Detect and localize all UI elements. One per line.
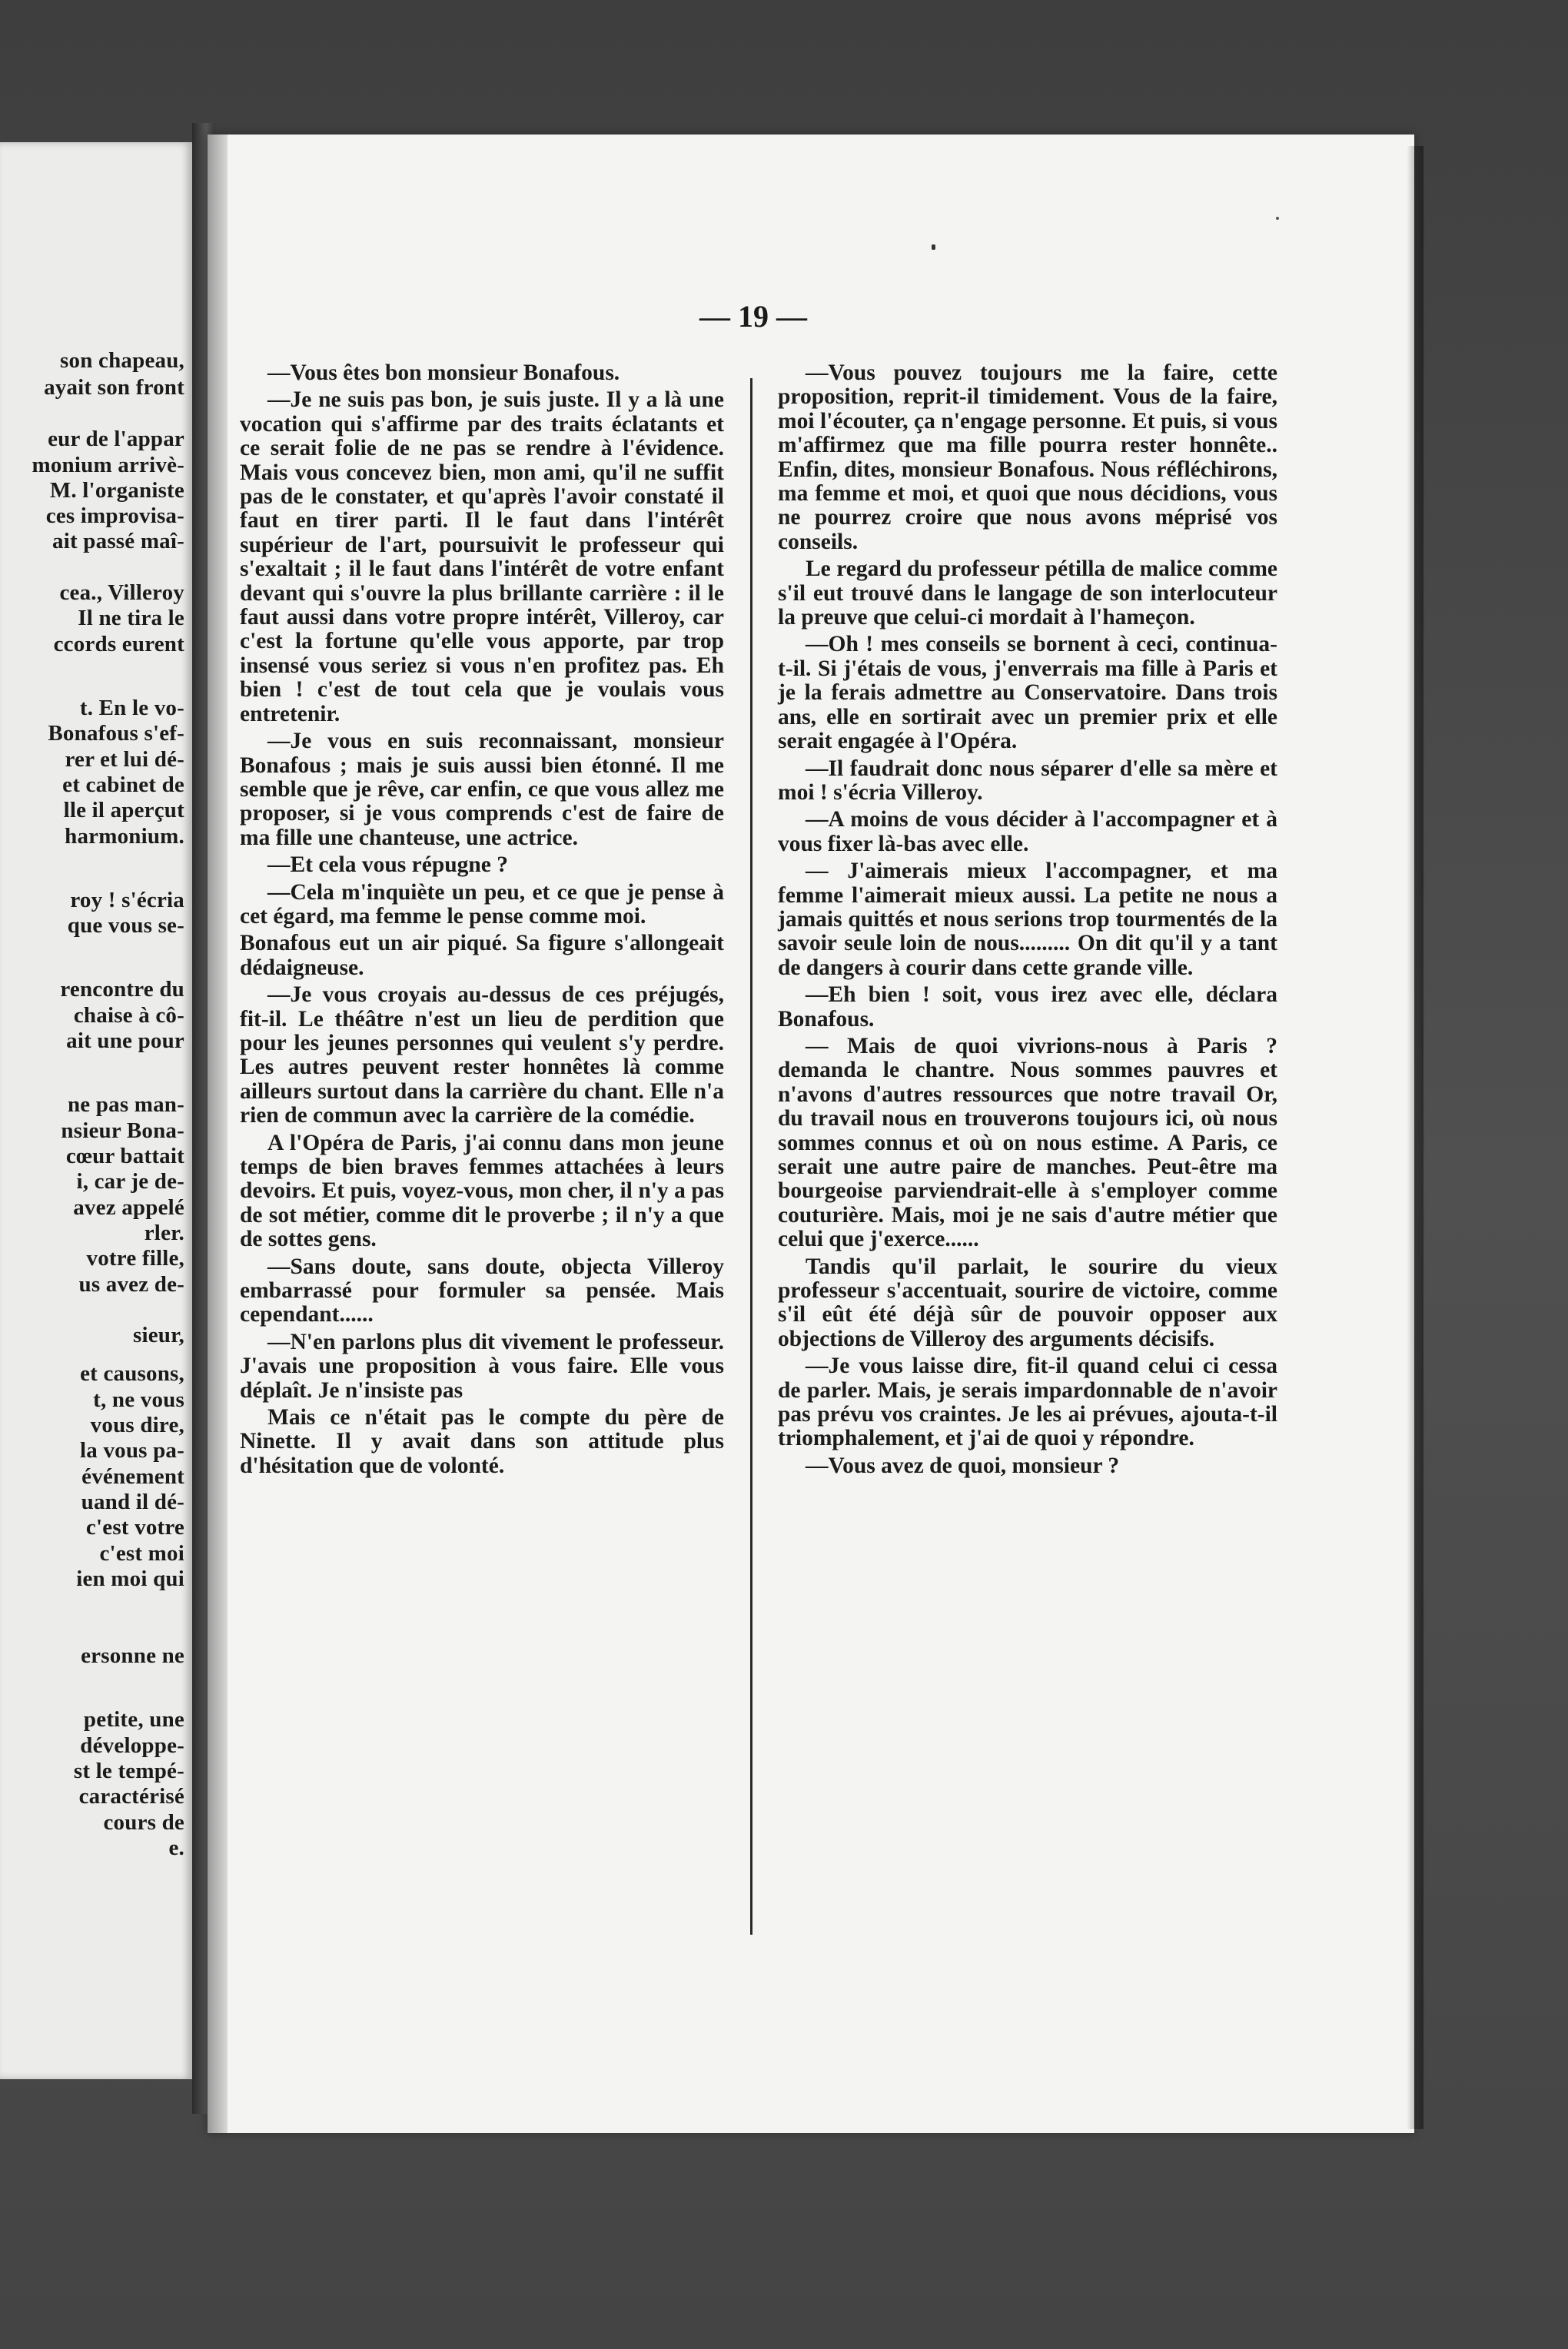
left-page-line: petite, une (83, 1707, 184, 1732)
left-page-line: sieur, (132, 1323, 184, 1347)
left-page-line: événement (81, 1464, 184, 1489)
left-page-line: rer et lui dé- (65, 747, 184, 772)
paragraph: —A moins de vous décider à l'accompagner et à vous fixer là-bas avec elle. (778, 807, 1277, 856)
paragraph: —Je vous en suis reconnaissant, monsieur Bonafous ; mais je suis aussi bien étonné. Il me semble que je rêve, car enfin, ce que vous allez me proposer, si je vous comprends c'est de faire de ma fille une chanteuse, une actrice. (240, 729, 724, 850)
left-page-line: nsieur Bona- (61, 1118, 184, 1143)
left-page-line: vous dire, (90, 1413, 184, 1437)
paragraph: —Vous êtes bon monsieur Bonafous. (267, 360, 620, 385)
left-page-line: ait une pour (66, 1028, 184, 1053)
dust-speck (1276, 217, 1279, 220)
left-page-line: et cabinet de (62, 772, 184, 797)
left-page-line: roy ! s'écria (70, 888, 184, 912)
left-page-line: votre fille, (86, 1246, 184, 1271)
left-page-line: cœur battait (65, 1144, 184, 1168)
column-divider (750, 378, 752, 1935)
left-page-line: st le tempé- (73, 1759, 184, 1783)
paragraph: —Cela m'inquiète un peu, et ce que je pense à cet égard, ma femme le pense comme moi. (240, 879, 724, 929)
page-number: — 19 — (699, 299, 807, 334)
left-page-line: chaise à cô- (73, 1003, 184, 1028)
paragraph: — J'aimerais mieux l'accompagner, et ma femme l'aimerait mieux aussi. La petite ne nous a jamais quittés et nous serions trop tourmentés de la savoir seule loin de nous......... On dit qu'il y a tant de dangers à courir dans cette grande ville. (778, 859, 1277, 980)
paragraph: —Oh ! mes conseils se bornent à ceci, continua-t-il. Si j'étais de vous, j'enverrais ma fille à Paris et je la ferais admettre au Conservatoire. Dans trois ans, elle en sortirait avec un premier prix et elle serait engagée à l'Opéra. (778, 632, 1277, 754)
paragraph: Mais ce n'était pas le compte du père de Ninette. Il y avait dans son attitude plus d'hésitation que de volonté. (240, 1405, 724, 1478)
left-page-line: c'est moi (99, 1541, 184, 1566)
left-page-line: t. En le vo- (79, 696, 184, 720)
paragraph: —Vous pouvez toujours me la faire, cette proposition, reprit-il timidement. Vous de la faire, moi l'écouter, ça n'engage personne. Et puis, si vous m'affirmez que ma fille pourra rester honnête.. Enfin, dites, monsieur Bonafous. Nous réfléchirons, ma femme et moi, et quoi que nous décidions, vous ne pourrez croire que nous avons méprisé vos conseils. (778, 360, 1277, 554)
paragraph: —Je vous croyais au-dessus de ces préjugés, fit-il. Le théâtre n'est un lieu de perdition que pour les jeunes personnes qui veulent s'y perdre. Les autres peuvent rester honnêtes là comme ailleurs surtout dans la carrière du chant. Elle n'a rien de commun avec la carrière de la comédie. (240, 982, 724, 1128)
left-page-line: et causons, (80, 1361, 184, 1386)
paragraph: —N'en parlons plus dit vivement le professeur. J'avais une proposition à vous faire. Elle vous déplaît. Je n'insiste pas (240, 1329, 724, 1403)
previous-page-fragment (0, 142, 192, 2079)
paragraph: —Vous avez de quoi, monsieur ? (806, 1453, 1120, 1478)
left-page-line: ne pas man- (67, 1092, 184, 1117)
left-page-line: cours de (103, 1810, 184, 1835)
paragraph: —Je ne suis pas bon, je suis juste. Il y a là une vocation qui s'affirme par des traits éclatants et ce serait folie de ne pas se rendre à l'évidence. Mais vous concevez bien, mon ami, qu'il ne suffit pas de le constater, et qu'après l'avoir constaté il faut en tirer parti. Il le faut dans l'intérêt supérieur de l'art, poursuivit le professeur qui s'exaltait ; il le faut dans l'intérêt de votre enfant devant qui s'ouvre la plus brillante carrière : il le faut aussi dans votre propre intérêt, Villeroy, car c'est la fortune qu'elle vous apporte, par trop insensé vous seriez si vous n'en profitez pas. Eh bien ! c'est de tout cela que je voulais vous entretenir. (240, 387, 724, 726)
left-page-line: caractérisé (78, 1784, 184, 1809)
left-page-line: ersonne ne (81, 1643, 184, 1668)
left-page-line: ien moi qui (76, 1567, 184, 1591)
paragraph: Tandis qu'il parlait, le sourire du vieux professeur s'accentuait, sourire de victoire, comme s'il eût été déjà sûr de pouvoir opposer aux objections de Villeroy des arguments décisifs. (778, 1254, 1277, 1351)
paragraph: Bonafous eut un air piqué. Sa figure s'allongeait dédaigneuse. (240, 931, 724, 980)
left-page-line: eur de l'appar (48, 427, 184, 451)
left-page-line: c'est votre (85, 1515, 184, 1540)
left-page-line: développe- (80, 1733, 184, 1758)
text-column-left (240, 361, 724, 1481)
page-right-shadow (1407, 146, 1423, 2129)
text-column-right (778, 361, 1277, 1481)
left-page-line: Il ne tira le (78, 606, 184, 630)
left-page-line: M. l'organiste (49, 478, 184, 503)
left-page-line: ces improvisa- (45, 503, 184, 528)
paragraph: —Il faudrait donc nous séparer d'elle sa mère et moi ! s'écria Villeroy. (778, 756, 1277, 805)
left-page-line: lle il aperçut (63, 798, 184, 822)
left-page-line: Bonafous s'ef- (48, 721, 184, 746)
paragraph: —Je vous laisse dire, fit-il quand celui ci cessa de parler. Mais, je serais impardonnable de n'avoir pas prévu vos craintes. Je les ai prévues, ajouta-t-il triomphalement, et j'ai de quoi y répondre. (778, 1354, 1277, 1451)
left-page-line: cea., Villeroy (59, 580, 184, 605)
left-page-line: ayait son front (44, 375, 184, 400)
paragraph: —Eh bien ! soit, vous irez avec elle, déclara Bonafous. (778, 982, 1277, 1032)
left-page-line: ccords eurent (53, 632, 184, 656)
left-page-line: rler. (144, 1221, 184, 1245)
left-page-line: la vous pa- (80, 1438, 184, 1463)
left-page-line: rencontre du (60, 977, 184, 1002)
left-page-line: que vous se- (67, 913, 184, 938)
paragraph: —Sans doute, sans doute, objecta Villeroy embarrassé pour formuler sa pensée. Mais cependant...... (240, 1254, 724, 1327)
left-page-line: t, ne vous (93, 1387, 184, 1412)
dust-speck (932, 244, 935, 250)
paragraph: — Mais de quoi vivrions-nous à Paris ? demanda le chantre. Nous sommes pauvres et n'avons d'autres ressources que notre travail Or, du travail nous en trouverons toujours ici, où nous sommes connus et où on nous estime. A Paris, ce serait une autre paire de manches. Peut-être ma bourgeoise parviendrait-elle à s'employer comme couturière. Mais, moi je ne sais d'autre métier que celui que j'exerce...... (778, 1033, 1277, 1252)
left-page-line: harmonium. (65, 824, 184, 849)
left-page-line: ait passé maî- (52, 529, 184, 553)
paragraph: —Et cela vous répugne ? (267, 852, 509, 878)
paragraph: A l'Opéra de Paris, j'ai connu dans mon jeune temps de bien braves femmes attachées à leurs devoirs. Et puis, voyez-vous, mon cher, il n'y a pas de sot métier, comme dit le proverbe ; il n'y a que de sottes gens. (240, 1130, 724, 1252)
left-page-line: e. (168, 1836, 184, 1860)
left-page-line: monium arrivè- (32, 453, 184, 477)
left-page-line: i, car je de- (76, 1169, 184, 1194)
left-page-line: son chapeau, (60, 348, 184, 373)
left-page-line: uand il dé- (81, 1490, 184, 1514)
paragraph: Le regard du professeur pétilla de malice comme s'il eut trouvé dans le langage de son interlocuteur la preuve que celui-ci mordait à l'hameçon. (778, 557, 1277, 630)
left-page-line: us avez de- (78, 1272, 184, 1297)
left-page-line: avez appelé (73, 1195, 184, 1220)
page-edge-shadow (208, 135, 228, 2133)
